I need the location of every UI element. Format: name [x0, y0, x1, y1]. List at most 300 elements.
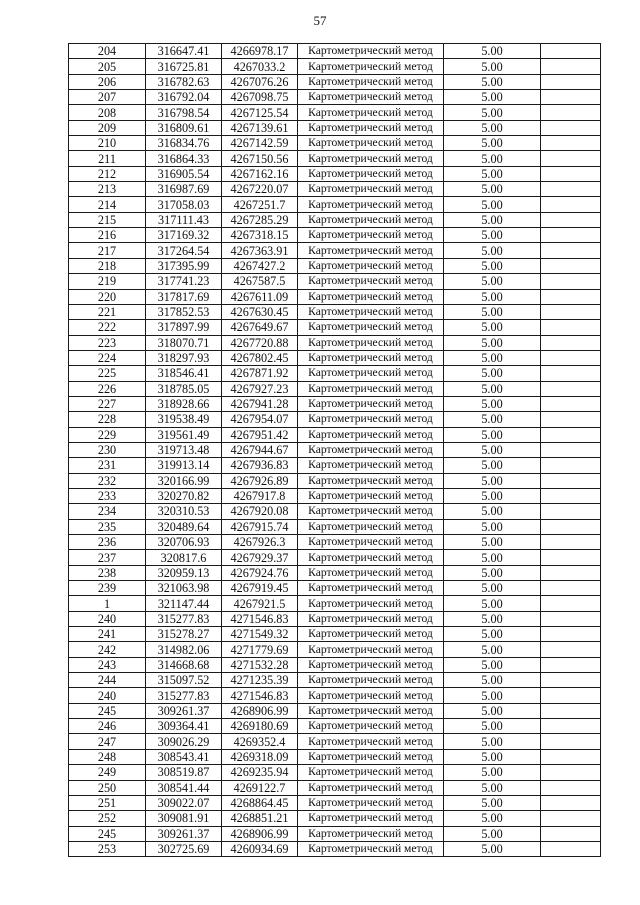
table-row [69, 166, 601, 181]
y-coordinate-cell: 4267926.3 [222, 535, 298, 550]
point-number-cell: 209 [69, 120, 146, 135]
table-row [69, 795, 601, 810]
method-cell: Картометрический метод [298, 719, 444, 734]
x-coordinate-cell: 318928.66 [146, 396, 222, 411]
y-coordinate-cell: 4267720.88 [222, 335, 298, 350]
note-cell [541, 673, 601, 688]
x-coordinate-cell: 316798.54 [146, 105, 222, 120]
y-coordinate-cell: 4267033.2 [222, 59, 298, 74]
x-coordinate-cell: 319713.48 [146, 442, 222, 457]
point-number-cell: 238 [69, 565, 146, 580]
note-cell [541, 826, 601, 841]
note-cell [541, 212, 601, 227]
point-number-cell: 235 [69, 519, 146, 534]
x-coordinate-cell: 308541.44 [146, 780, 222, 795]
point-number-cell: 248 [69, 749, 146, 764]
point-number-cell: 228 [69, 412, 146, 427]
x-coordinate-cell: 321147.44 [146, 596, 222, 611]
note-cell [541, 627, 601, 642]
x-coordinate-cell: 309261.37 [146, 826, 222, 841]
x-coordinate-cell: 316647.41 [146, 44, 222, 59]
y-coordinate-cell: 4268864.45 [222, 795, 298, 810]
note-cell [541, 105, 601, 120]
x-coordinate-cell: 316905.54 [146, 166, 222, 181]
note-cell [541, 458, 601, 473]
method-cell: Картометрический метод [298, 780, 444, 795]
note-cell [541, 412, 601, 427]
note-cell [541, 841, 601, 856]
point-number-cell: 233 [69, 488, 146, 503]
accuracy-cell: 5.00 [444, 811, 541, 826]
y-coordinate-cell: 4268906.99 [222, 703, 298, 718]
x-coordinate-cell: 318546.41 [146, 366, 222, 381]
y-coordinate-cell: 4267944.67 [222, 442, 298, 457]
x-coordinate-cell: 320706.93 [146, 535, 222, 550]
accuracy-cell: 5.00 [444, 412, 541, 427]
x-coordinate-cell: 316809.61 [146, 120, 222, 135]
x-coordinate-cell: 316864.33 [146, 151, 222, 166]
table-row [69, 473, 601, 488]
accuracy-cell: 5.00 [444, 381, 541, 396]
table-row [69, 841, 601, 856]
method-cell: Картометрический метод [298, 596, 444, 611]
x-coordinate-cell: 309364.41 [146, 719, 222, 734]
method-cell: Картометрический метод [298, 366, 444, 381]
table-row [69, 105, 601, 120]
note-cell [541, 396, 601, 411]
point-number-cell: 218 [69, 258, 146, 273]
x-coordinate-cell: 308543.41 [146, 749, 222, 764]
point-number-cell: 247 [69, 734, 146, 749]
accuracy-cell: 5.00 [444, 611, 541, 626]
point-number-cell: 214 [69, 197, 146, 212]
accuracy-cell: 5.00 [444, 320, 541, 335]
x-coordinate-cell: 315097.52 [146, 673, 222, 688]
note-cell [541, 243, 601, 258]
note-cell [541, 565, 601, 580]
method-cell: Картометрический метод [298, 44, 444, 59]
point-number-cell: 219 [69, 274, 146, 289]
note-cell [541, 120, 601, 135]
x-coordinate-cell: 318070.71 [146, 335, 222, 350]
point-number-cell: 234 [69, 504, 146, 519]
note-cell [541, 44, 601, 59]
note-cell [541, 642, 601, 657]
method-cell: Картометрический метод [298, 642, 444, 657]
x-coordinate-cell: 309022.07 [146, 795, 222, 810]
point-number-cell: 217 [69, 243, 146, 258]
accuracy-cell: 5.00 [444, 228, 541, 243]
y-coordinate-cell: 4269318.09 [222, 749, 298, 764]
x-coordinate-cell: 320959.13 [146, 565, 222, 580]
note-cell [541, 703, 601, 718]
x-coordinate-cell: 321063.98 [146, 581, 222, 596]
note-cell [541, 550, 601, 565]
table-row [69, 90, 601, 105]
x-coordinate-cell: 309026.29 [146, 734, 222, 749]
accuracy-cell: 5.00 [444, 289, 541, 304]
y-coordinate-cell: 4267924.76 [222, 565, 298, 580]
accuracy-cell: 5.00 [444, 673, 541, 688]
x-coordinate-cell: 319538.49 [146, 412, 222, 427]
table-row [69, 228, 601, 243]
table-row [69, 765, 601, 780]
method-cell: Картометрический метод [298, 243, 444, 258]
note-cell [541, 442, 601, 457]
point-number-cell: 204 [69, 44, 146, 59]
table-row [69, 780, 601, 795]
accuracy-cell: 5.00 [444, 182, 541, 197]
point-number-cell: 251 [69, 795, 146, 810]
note-cell [541, 197, 601, 212]
accuracy-cell: 5.00 [444, 581, 541, 596]
table-row [69, 749, 601, 764]
table-row [69, 320, 601, 335]
point-number-cell: 222 [69, 320, 146, 335]
x-coordinate-cell: 314982.06 [146, 642, 222, 657]
y-coordinate-cell: 4267649.67 [222, 320, 298, 335]
point-number-cell: 253 [69, 841, 146, 856]
note-cell [541, 228, 601, 243]
method-cell: Картометрический метод [298, 105, 444, 120]
note-cell [541, 795, 601, 810]
table-row [69, 182, 601, 197]
x-coordinate-cell: 308519.87 [146, 765, 222, 780]
note-cell [541, 136, 601, 151]
accuracy-cell: 5.00 [444, 519, 541, 534]
accuracy-cell: 5.00 [444, 749, 541, 764]
point-number-cell: 245 [69, 703, 146, 718]
note-cell [541, 381, 601, 396]
accuracy-cell: 5.00 [444, 565, 541, 580]
y-coordinate-cell: 4271532.28 [222, 657, 298, 672]
x-coordinate-cell: 317395.99 [146, 258, 222, 273]
table-row [69, 396, 601, 411]
y-coordinate-cell: 4267318.15 [222, 228, 298, 243]
y-coordinate-cell: 4268851.21 [222, 811, 298, 826]
y-coordinate-cell: 4267098.75 [222, 90, 298, 105]
x-coordinate-cell: 319913.14 [146, 458, 222, 473]
x-coordinate-cell: 318297.93 [146, 350, 222, 365]
y-coordinate-cell: 4267285.29 [222, 212, 298, 227]
table-row [69, 366, 601, 381]
accuracy-cell: 5.00 [444, 366, 541, 381]
accuracy-cell: 5.00 [444, 59, 541, 74]
table-row [69, 811, 601, 826]
accuracy-cell: 5.00 [444, 703, 541, 718]
accuracy-cell: 5.00 [444, 212, 541, 227]
accuracy-cell: 5.00 [444, 243, 541, 258]
method-cell: Картометрический метод [298, 473, 444, 488]
method-cell: Картометрический метод [298, 749, 444, 764]
accuracy-cell: 5.00 [444, 136, 541, 151]
y-coordinate-cell: 4271235.39 [222, 673, 298, 688]
table-row [69, 657, 601, 672]
table-row [69, 565, 601, 580]
x-coordinate-cell: 320817.6 [146, 550, 222, 565]
point-number-cell: 237 [69, 550, 146, 565]
y-coordinate-cell: 4271546.83 [222, 611, 298, 626]
accuracy-cell: 5.00 [444, 74, 541, 89]
point-number-cell: 223 [69, 335, 146, 350]
y-coordinate-cell: 4267125.54 [222, 105, 298, 120]
note-cell [541, 749, 601, 764]
point-number-cell: 244 [69, 673, 146, 688]
method-cell: Картометрический метод [298, 458, 444, 473]
method-cell: Картометрический метод [298, 90, 444, 105]
note-cell [541, 182, 601, 197]
y-coordinate-cell: 4267611.09 [222, 289, 298, 304]
method-cell: Картометрический метод [298, 59, 444, 74]
accuracy-cell: 5.00 [444, 166, 541, 181]
accuracy-cell: 5.00 [444, 826, 541, 841]
note-cell [541, 611, 601, 626]
method-cell: Картометрический метод [298, 274, 444, 289]
y-coordinate-cell: 4267363.91 [222, 243, 298, 258]
method-cell: Картометрический метод [298, 734, 444, 749]
point-number-cell: 242 [69, 642, 146, 657]
x-coordinate-cell: 314668.68 [146, 657, 222, 672]
accuracy-cell: 5.00 [444, 105, 541, 120]
method-cell: Картометрический метод [298, 74, 444, 89]
accuracy-cell: 5.00 [444, 396, 541, 411]
x-coordinate-cell: 317169.32 [146, 228, 222, 243]
x-coordinate-cell: 309081.91 [146, 811, 222, 826]
x-coordinate-cell: 309261.37 [146, 703, 222, 718]
y-coordinate-cell: 4269180.69 [222, 719, 298, 734]
y-coordinate-cell: 4267915.74 [222, 519, 298, 534]
y-coordinate-cell: 4267076.26 [222, 74, 298, 89]
method-cell: Картометрический метод [298, 412, 444, 427]
point-number-cell: 229 [69, 427, 146, 442]
point-number-cell: 243 [69, 657, 146, 672]
table-row [69, 412, 601, 427]
accuracy-cell: 5.00 [444, 197, 541, 212]
point-number-cell: 240 [69, 688, 146, 703]
method-cell: Картометрический метод [298, 381, 444, 396]
method-cell: Картометрический метод [298, 258, 444, 273]
method-cell: Картометрический метод [298, 565, 444, 580]
note-cell [541, 320, 601, 335]
method-cell: Картометрический метод [298, 826, 444, 841]
x-coordinate-cell: 316782.63 [146, 74, 222, 89]
table-row [69, 826, 601, 841]
note-cell [541, 581, 601, 596]
x-coordinate-cell: 316725.81 [146, 59, 222, 74]
y-coordinate-cell: 4267929.37 [222, 550, 298, 565]
table-row [69, 120, 601, 135]
point-number-cell: 206 [69, 74, 146, 89]
y-coordinate-cell: 4266978.17 [222, 44, 298, 59]
method-cell: Картометрический метод [298, 673, 444, 688]
method-cell: Картометрический метод [298, 688, 444, 703]
accuracy-cell: 5.00 [444, 795, 541, 810]
point-number-cell: 207 [69, 90, 146, 105]
y-coordinate-cell: 4267162.16 [222, 166, 298, 181]
accuracy-cell: 5.00 [444, 504, 541, 519]
point-number-cell: 225 [69, 366, 146, 381]
point-number-cell: 210 [69, 136, 146, 151]
accuracy-cell: 5.00 [444, 335, 541, 350]
y-coordinate-cell: 4267220.07 [222, 182, 298, 197]
note-cell [541, 535, 601, 550]
table-row [69, 535, 601, 550]
point-number-cell: 227 [69, 396, 146, 411]
x-coordinate-cell: 318785.05 [146, 381, 222, 396]
x-coordinate-cell: 316834.76 [146, 136, 222, 151]
note-cell [541, 304, 601, 319]
y-coordinate-cell: 4267936.83 [222, 458, 298, 473]
x-coordinate-cell: 317058.03 [146, 197, 222, 212]
y-coordinate-cell: 4267941.28 [222, 396, 298, 411]
method-cell: Картометрический метод [298, 320, 444, 335]
note-cell [541, 74, 601, 89]
accuracy-cell: 5.00 [444, 458, 541, 473]
note-cell [541, 274, 601, 289]
y-coordinate-cell: 4260934.69 [222, 841, 298, 856]
point-number-cell: 220 [69, 289, 146, 304]
x-coordinate-cell: 320489.64 [146, 519, 222, 534]
table-row [69, 381, 601, 396]
note-cell [541, 504, 601, 519]
method-cell: Картометрический метод [298, 535, 444, 550]
point-number-cell: 1 [69, 596, 146, 611]
page-number: 57 [313, 13, 327, 28]
method-cell: Картометрический метод [298, 304, 444, 319]
accuracy-cell: 5.00 [444, 304, 541, 319]
y-coordinate-cell: 4267920.08 [222, 504, 298, 519]
method-cell: Картометрический метод [298, 795, 444, 810]
table-row [69, 673, 601, 688]
method-cell: Картометрический метод [298, 581, 444, 596]
note-cell [541, 151, 601, 166]
y-coordinate-cell: 4267919.45 [222, 581, 298, 596]
method-cell: Картометрический метод [298, 765, 444, 780]
y-coordinate-cell: 4267587.5 [222, 274, 298, 289]
point-number-cell: 241 [69, 627, 146, 642]
point-number-cell: 230 [69, 442, 146, 457]
point-number-cell: 213 [69, 182, 146, 197]
note-cell [541, 688, 601, 703]
method-cell: Картометрический метод [298, 335, 444, 350]
table-row [69, 151, 601, 166]
y-coordinate-cell: 4267921.5 [222, 596, 298, 611]
y-coordinate-cell: 4267917.8 [222, 488, 298, 503]
y-coordinate-cell: 4267150.56 [222, 151, 298, 166]
note-cell [541, 780, 601, 795]
x-coordinate-cell: 316987.69 [146, 182, 222, 197]
x-coordinate-cell: 315277.83 [146, 688, 222, 703]
method-cell: Картометрический метод [298, 657, 444, 672]
note-cell [541, 258, 601, 273]
table-row [69, 274, 601, 289]
table-row [69, 427, 601, 442]
y-coordinate-cell: 4267427.2 [222, 258, 298, 273]
x-coordinate-cell: 315278.27 [146, 627, 222, 642]
y-coordinate-cell: 4267142.59 [222, 136, 298, 151]
point-number-cell: 245 [69, 826, 146, 841]
y-coordinate-cell: 4271546.83 [222, 688, 298, 703]
note-cell [541, 289, 601, 304]
table-row [69, 335, 601, 350]
accuracy-cell: 5.00 [444, 734, 541, 749]
method-cell: Картометрический метод [298, 151, 444, 166]
y-coordinate-cell: 4271549.32 [222, 627, 298, 642]
note-cell [541, 765, 601, 780]
y-coordinate-cell: 4267139.61 [222, 120, 298, 135]
accuracy-cell: 5.00 [444, 719, 541, 734]
table-row [69, 44, 601, 59]
accuracy-cell: 5.00 [444, 258, 541, 273]
x-coordinate-cell: 317852.53 [146, 304, 222, 319]
table-row [69, 719, 601, 734]
table-row [69, 442, 601, 457]
note-cell [541, 657, 601, 672]
method-cell: Картометрический метод [298, 703, 444, 718]
point-number-cell: 216 [69, 228, 146, 243]
method-cell: Картометрический метод [298, 519, 444, 534]
method-cell: Картометрический метод [298, 182, 444, 197]
accuracy-cell: 5.00 [444, 841, 541, 856]
table-row [69, 59, 601, 74]
note-cell [541, 350, 601, 365]
accuracy-cell: 5.00 [444, 473, 541, 488]
x-coordinate-cell: 320166.99 [146, 473, 222, 488]
y-coordinate-cell: 4269122.7 [222, 780, 298, 795]
table-row [69, 734, 601, 749]
table-row [69, 136, 601, 151]
note-cell [541, 488, 601, 503]
table-row [69, 627, 601, 642]
point-number-cell: 236 [69, 535, 146, 550]
note-cell [541, 59, 601, 74]
table-row [69, 258, 601, 273]
point-number-cell: 221 [69, 304, 146, 319]
y-coordinate-cell: 4269235.94 [222, 765, 298, 780]
method-cell: Картометрический метод [298, 197, 444, 212]
accuracy-cell: 5.00 [444, 120, 541, 135]
x-coordinate-cell: 320270.82 [146, 488, 222, 503]
accuracy-cell: 5.00 [444, 550, 541, 565]
note-cell [541, 427, 601, 442]
method-cell: Картометрический метод [298, 611, 444, 626]
x-coordinate-cell: 302725.69 [146, 841, 222, 856]
point-number-cell: 208 [69, 105, 146, 120]
table-row [69, 504, 601, 519]
accuracy-cell: 5.00 [444, 765, 541, 780]
x-coordinate-cell: 317264.54 [146, 243, 222, 258]
accuracy-cell: 5.00 [444, 627, 541, 642]
accuracy-cell: 5.00 [444, 535, 541, 550]
x-coordinate-cell: 317111.43 [146, 212, 222, 227]
table-row [69, 488, 601, 503]
y-coordinate-cell: 4267630.45 [222, 304, 298, 319]
point-number-cell: 250 [69, 780, 146, 795]
point-number-cell: 246 [69, 719, 146, 734]
accuracy-cell: 5.00 [444, 427, 541, 442]
accuracy-cell: 5.00 [444, 642, 541, 657]
point-number-cell: 205 [69, 59, 146, 74]
point-number-cell: 231 [69, 458, 146, 473]
y-coordinate-cell: 4267251.7 [222, 197, 298, 212]
table-row [69, 74, 601, 89]
note-cell [541, 335, 601, 350]
accuracy-cell: 5.00 [444, 350, 541, 365]
point-number-cell: 212 [69, 166, 146, 181]
method-cell: Картометрический метод [298, 166, 444, 181]
method-cell: Картометрический метод [298, 136, 444, 151]
accuracy-cell: 5.00 [444, 488, 541, 503]
